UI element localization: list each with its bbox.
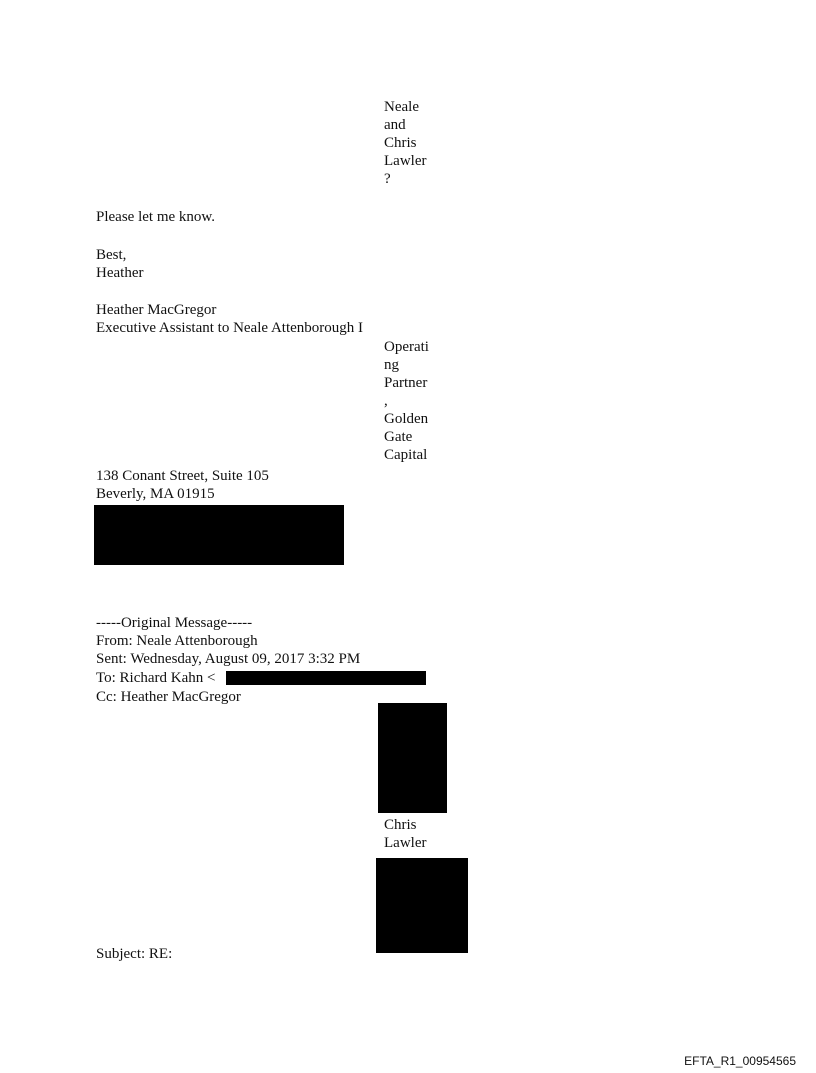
- request-text: Please let me know.: [96, 209, 215, 225]
- column-line: and: [384, 117, 406, 133]
- closing-text: Best,: [96, 247, 127, 263]
- to-line: To: Richard Kahn <: [96, 670, 216, 686]
- closing-name: Heather: [96, 265, 144, 281]
- signature-title: Executive Assistant to Neale Attenborough I: [96, 320, 364, 336]
- redaction-block: [376, 858, 468, 953]
- title-line: ng: [384, 357, 399, 373]
- original-message-divider: -----Original Message-----: [96, 615, 253, 631]
- subject-line: Subject: RE:: [96, 946, 173, 962]
- from-line: From: Neale Attenborough: [96, 633, 258, 649]
- cc-line: Cc: Heather MacGregor: [96, 689, 241, 705]
- cc-column: [384, 816, 426, 852]
- redaction-block: [378, 703, 447, 813]
- column-line: ?: [384, 171, 391, 187]
- redaction-block: [94, 505, 344, 565]
- cc-line: Chris: [384, 817, 417, 833]
- address-line-1: 138 Conant Street, Suite 105: [96, 468, 269, 484]
- title-line: Golden: [384, 411, 429, 427]
- redaction-block: [226, 671, 426, 685]
- title-line: Capital: [384, 447, 428, 463]
- recipient-column: [384, 98, 426, 188]
- column-line: Neale: [384, 99, 419, 115]
- title-line: Operati: [384, 339, 429, 355]
- address-line-2: Beverly, MA 01915: [96, 486, 215, 502]
- signature-name: Heather MacGregor: [96, 302, 217, 318]
- cc-line: Lawler: [384, 835, 427, 851]
- column-line: Chris: [384, 135, 417, 151]
- signature-title-column: [384, 338, 429, 464]
- document-id: EFTA_R1_00954565: [684, 1054, 796, 1068]
- title-line: Partner: [384, 375, 428, 391]
- sent-line: Sent: Wednesday, August 09, 2017 3:32 PM: [96, 651, 361, 667]
- column-line: Lawler: [384, 153, 427, 169]
- title-line: Gate: [384, 429, 413, 445]
- title-line: ,: [384, 393, 388, 409]
